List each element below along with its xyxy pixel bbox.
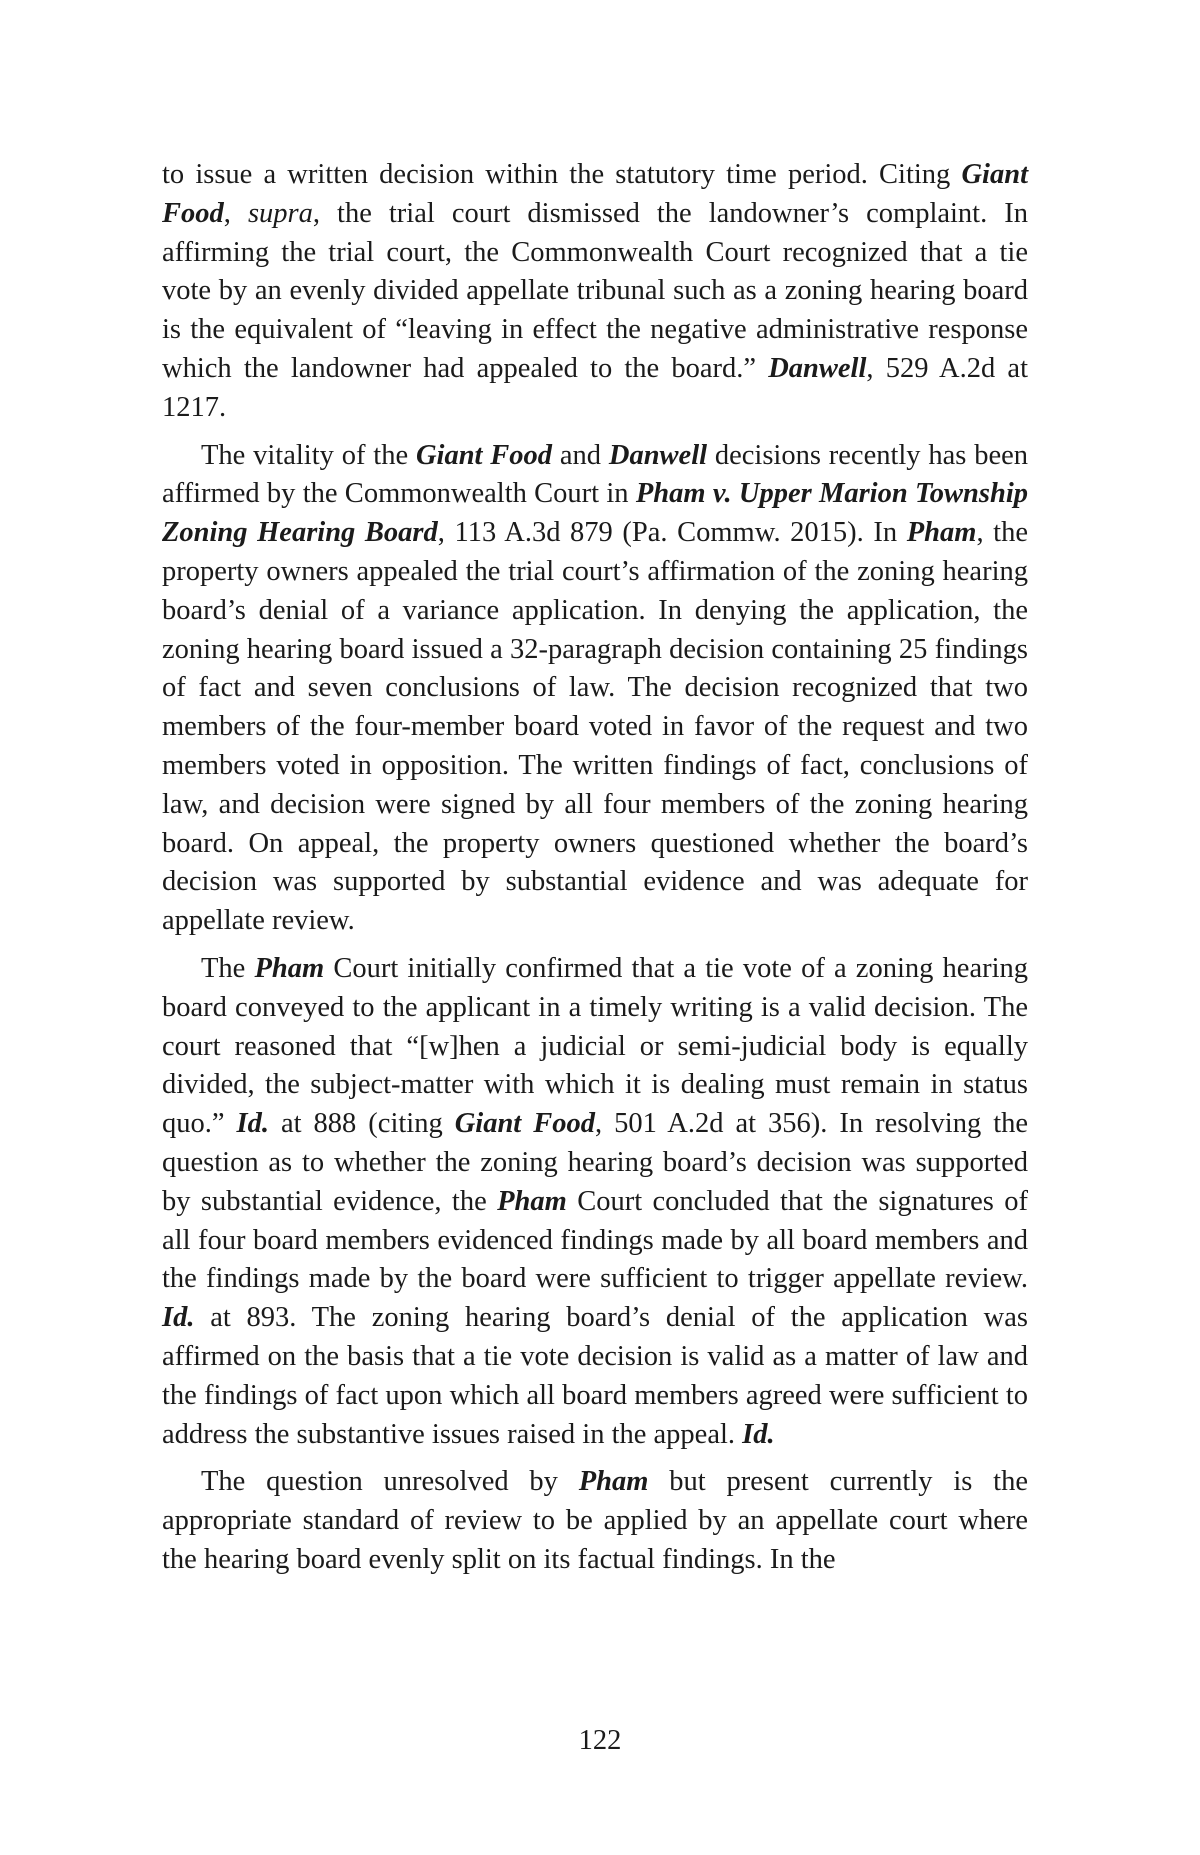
text-run: , 113 A.3d 879 (Pa. Commw. 2015). In — [437, 517, 907, 549]
text-run: Court initially confirmed that a tie vote of a zoning hearing board conveyed to the applicant in a timely writing is a valid decision. The court reasoned that “[w]hen a judicial or semi-judicial body is equally divided, the subject-matter with which it is dealing must remain in status quo.” — [162, 952, 1028, 1140]
case-citation: Id. — [162, 1302, 195, 1334]
paragraph-1 — [162, 156, 1028, 428]
page-number: 122 — [578, 1725, 622, 1756]
case-citation: Giant Food — [454, 1108, 595, 1140]
body-text — [162, 156, 1028, 1589]
case-citation: Giant Food — [162, 159, 1028, 229]
text-run: , 529 A.2d at 1217. — [162, 352, 1029, 423]
text-run: to issue a written decision within the statutory time period. Citing — [162, 159, 962, 190]
text-run: but present currently is the appropriate standard of review to be applied by an appellate court where the hearing board evenly split on its factual findings. In the — [162, 1466, 1028, 1575]
case-citation: Danwell — [768, 352, 867, 384]
text-run: , the property owners appealed the trial court’s affirmation of the zoning hearing board’s denial of a variance application. In denying the application, the zoning hearing board issued a 32-paragraph decision containing 25 findings of fact and seven conclusions of law. The decision recognized that two members of the four-member board voted in favor of the request and two members voted in opposition. The written findings of fact, conclusions of law, and decision were signed by all four members of the zoning hearing board. On appeal, the property owners questioned whether the board’s decision was supported by substantial evidence and was adequate for appellate review. — [162, 517, 1028, 937]
case-citation: Pham — [254, 952, 325, 984]
case-citation: Pham — [578, 1466, 649, 1498]
paragraph-3 — [162, 950, 1028, 1454]
italic-term: supra — [247, 197, 313, 229]
text-run: at 888 (citing — [269, 1108, 455, 1140]
case-citation: Id. — [742, 1418, 775, 1450]
text-run: and — [552, 439, 609, 471]
text-run: Court concluded that the signatures of all four board members evidenced findings made by all board members and the findings made by the board were sufficient to trigger appellate review. — [162, 1185, 1028, 1295]
case-citation: Danwell — [608, 439, 708, 471]
text-run: decisions recently has been affirmed by the Commonwealth Court in — [162, 439, 1028, 510]
case-citation: Id. — [236, 1108, 269, 1140]
case-citation: Pham — [497, 1185, 567, 1217]
text-run: , the trial court dismissed the landowner’s complaint. In affirming the trial court, the Commonwealth Court recognized that a tie vote by an evenly divided appellate tribunal such as a zoning hearing board is the equivalent of “leaving in effect the negative administrative response which the landowner had appealed to the board.” — [162, 197, 1029, 384]
text-run: at 893. The zoning hearing board’s denial of the application was affirmed on the basis that a tie vote decision is valid as a matter of law and the findings of fact upon which all board members agreed were sufficient to address the substantive issues raised in the appeal. — [162, 1302, 1028, 1450]
paragraph-4 — [162, 1463, 1028, 1579]
text-run: The question unresolved by — [201, 1466, 579, 1498]
case-citation: Pham — [906, 517, 977, 549]
text-run: , — [223, 197, 248, 229]
case-citation: Giant Food — [415, 439, 553, 471]
case-citation: Pham v. Upper Marion Township Zoning Hearing Board — [162, 478, 1029, 549]
text-run: , 501 A.2d at 356). In resolving the question as to whether the zoning hearing board’s decision was supported by substantial evidence, the — [162, 1108, 1029, 1217]
paragraph-2 — [162, 437, 1028, 941]
text-run: The vitality of the — [201, 439, 416, 471]
text-run: The — [201, 952, 255, 984]
